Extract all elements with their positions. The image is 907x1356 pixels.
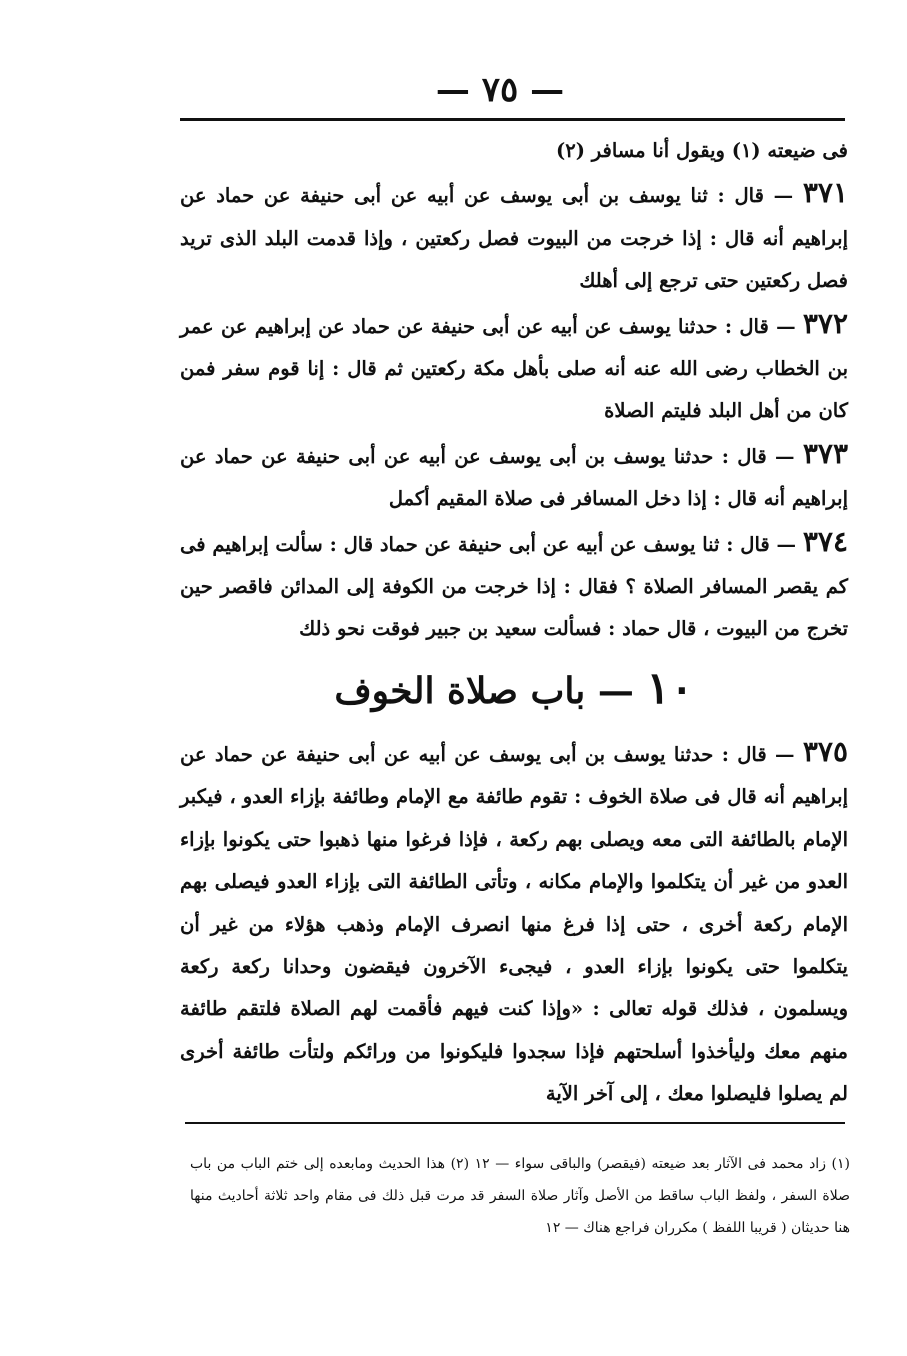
hadith-number: ٣٧٢ [802, 306, 848, 340]
hadith-text: — قال : ثنا يوسف بن أبى يوسف عن أبيه عن أبى حنيفة عن حماد عن إبراهيم أنه قال : إذا خرجت من البيوت فصل ركعتين ، وإذا قدمت البلد الذى تريد فصل ركعتين حتى ترجع إلى أهلك [180, 184, 848, 293]
hadith-number: ٣٧٣ [802, 436, 848, 470]
hadith-text: — قال : حدثنا يوسف بن أبى يوسف عن أبيه عن أبى حنيفة عن حماد عن إبراهيم أنه قال فى صلاة الخوف : تقوم طائفة مع الإمام وطائفة بإزاء العدو ، فيكبر الإمام بالطائفة التى معه ويصلى بهم ركعة ، فإذا فرغوا منها ذهبوا حتى يكونوا بإزاء العدو من غير أن يتكلموا والإمام مكانه ، وتأتى الطائفة التى بإزاء العدو فيصلى بهم الإمام ركعة أخرى ، حتى إذا فرغ منها انصرف الإمام وذهب هؤلاء من غير أن يتكلموا حتى يكونوا بإزاء العدو ، فيجىء الآخرون فيقضون وحدانا ركعة ركعة ويسلمون ، فذلك قوله تعالى : «وإذا كنت فيهم فأقمت لهم الصلاة فلتقم طائفة منهم معك وليأخذوا أسلحتهم فإذا سجدوا فليكونوا من ورائكم ولتأت طائفة أخرى لم يصلوا فليصلوا معك ، إلى آخر الآية [180, 742, 848, 1106]
footnote-rule [185, 1122, 845, 1124]
footnote-text: (١) زاد محمد فى الآثار بعد ضيعته (فيقصر) والباقى سواء — ١٢ (٢) هذا الحديث ومابعده إلى ختم الباب من باب صلاة السفر ، ولفظ الباب ساقط من الأصل وآثار صلاة السفر قد مرت قبل ذلك فى مقام واحد ثلاثة أحاديث منها هنا حديثان ( قريبا اللفظ ) مكرران فراجع هناك — ١٢ [190, 1156, 850, 1236]
chapter-number: ١٠ [646, 662, 694, 714]
header-rule [180, 118, 845, 121]
page-number: — ٧٥ — [435, 70, 565, 110]
chapter-heading [180, 662, 848, 715]
intro-line: فى ضيعته (١) ويقول أنا مسافر (٢) [556, 139, 848, 162]
chapter-title: — باب صلاة الخوف [334, 669, 647, 712]
footnotes [190, 1148, 850, 1244]
hadith-374 [180, 521, 848, 651]
hadith-number: ٣٧١ [802, 176, 848, 210]
hadith-number: ٣٧٥ [802, 734, 848, 768]
page-header [150, 70, 850, 110]
hadith-375 [180, 731, 848, 1116]
hadith-number: ٣٧٤ [802, 524, 848, 558]
hadith-373 [180, 433, 848, 521]
hadith-372 [180, 303, 848, 433]
hadith-371 [180, 172, 848, 302]
hadith-text: — قال : حدثنا يوسف بن أبى يوسف عن أبيه عن أبى حنيفة عن حماد عن إبراهيم أنه قال : إذا دخل المسافر فى صلاة المقيم أكمل [180, 444, 848, 511]
hadith-text: — قال : حدثنا يوسف عن أبيه عن أبى حنيفة عن حماد عن إبراهيم عن عمر بن الخطاب رضى الله عنه أنه صلى بأهل مكة ركعتين ثم قال : إنا قوم سفر فمن كان من أهل البلد فليتم الصلاة [180, 314, 848, 423]
main-text [180, 130, 848, 1116]
hadith-text: — قال : ثنا يوسف عن أبيه عن أبى حنيفة عن حماد قال : سألت إبراهيم فى كم يقصر المسافر الصلاة ؟ فقال : إذا خرجت من الكوفة إلى المدائن فاقصر حين تخرج من البيوت ، قال حماد : فسألت سعيد بن جبير فوقت نحو ذلك [180, 532, 848, 641]
